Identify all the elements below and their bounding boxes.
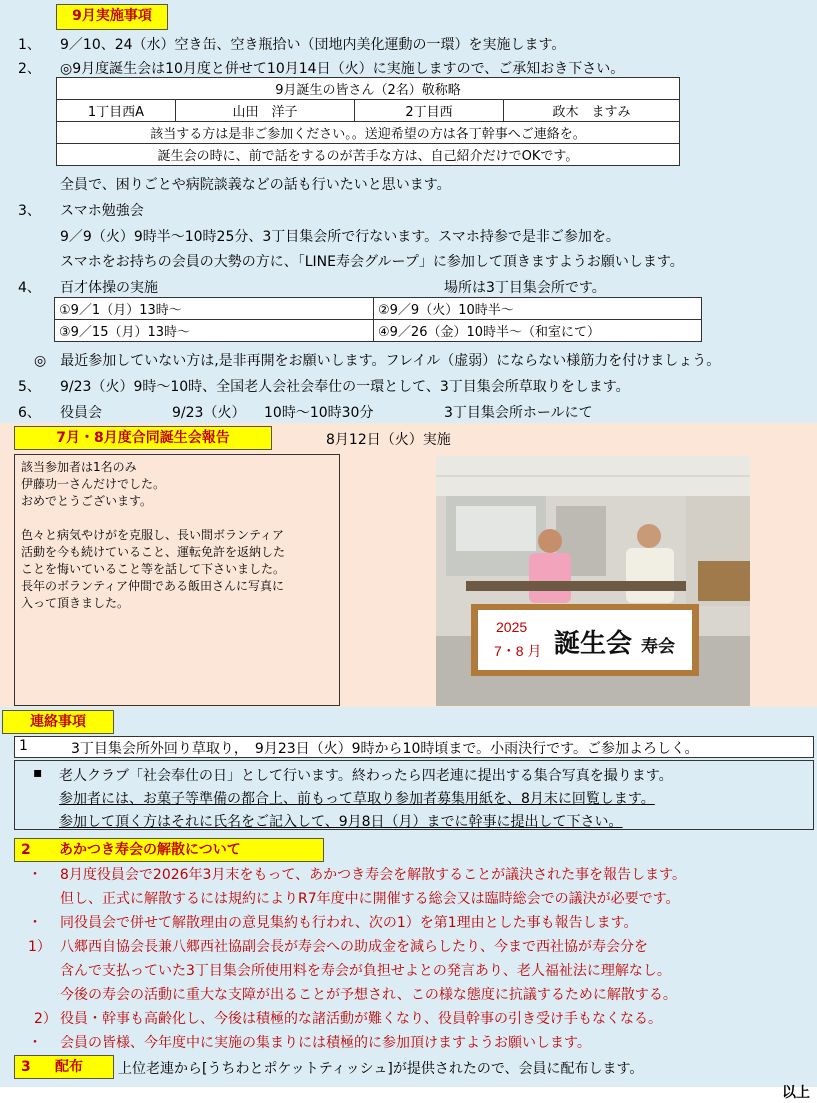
sept-header: 9月実施事項 (56, 4, 168, 30)
report-line: 長年のボランティア仲間である飯田さんに写真に (21, 579, 285, 593)
banner-title: 誕生会 (554, 629, 633, 659)
reason2-num: 2） (34, 1011, 57, 1027)
item4-num: 4、 (18, 280, 41, 296)
distribution-header: 配布 (55, 1059, 83, 1075)
birthday-cell: 1丁目西A (57, 100, 176, 122)
notice-item1-num: 1 (19, 738, 28, 754)
item5-num: 5、 (18, 379, 41, 395)
reason1-line: 今後の寿会の活動に重大な支障が出ることが予想され、この様な態度に抗議するために解散する。 (60, 987, 677, 1003)
distribution-num: 3 (21, 1059, 31, 1075)
report-line: 伊藤功一さんだけでした。 (21, 477, 166, 491)
birthday-cell: 山田 洋子 (176, 100, 355, 122)
exercise-schedule-table (54, 297, 702, 342)
report-header: 7月・8月度合同誕生会報告 (14, 426, 272, 450)
report-line: 色々と病気やけがを克服し、長い間ボランティア (21, 528, 285, 542)
item3-title: スマホ勉強会 (60, 203, 144, 219)
dissolution-p1: 8月度役員会で2026年3月末をもって、あかつき寿会を解散することが議決された事を報告します。 (60, 867, 687, 883)
birthday-cell: 2丁目西 (355, 100, 504, 122)
reason1-num: 1） (28, 939, 51, 955)
schedule-cell: ②9／9（火）10時半～ (374, 298, 702, 320)
item6-date: 9/23（火） (172, 405, 246, 421)
item1-text: 9／10、24（水）空き缶、空き瓶拾い（団地内美化運動の一環）を実施します。 (60, 37, 566, 53)
notice-item1-text: 3丁目集会所外回り草取り， 9月23日（火）9時から10時頃まで。小雨決行です。ご参加よろしく。 (71, 741, 699, 757)
dissolution-dot: ・ (28, 1035, 42, 1051)
banner-month: 7・8 月 (494, 643, 542, 659)
dissolution-dot: ・ (28, 867, 42, 883)
item2-text: ◎9月度誕生会は10月度と併せて10月14日（火）に実施しますので、ご承知おき下さい。 (60, 61, 625, 77)
dissolution-header-box (14, 838, 324, 862)
notice-item1-box (14, 736, 814, 758)
banner-org: 寿会 (641, 637, 675, 657)
birthday-photo (436, 456, 750, 706)
dissolution-dot: ・ (28, 915, 42, 931)
report-line (21, 510, 333, 527)
item2-num: 2、 (18, 61, 41, 77)
item6-time: 10時～10時30分 (264, 405, 374, 421)
dissolution-header: あかつき寿会の解散について (59, 842, 241, 858)
item3-line2: スマホをお持ちの会員の大勢の方に、「LINE寿会グループ」に参加して頂きますようお願いします。 (60, 254, 684, 270)
report-text-box (14, 454, 340, 706)
item4-place: 場所は3丁目集会所です。 (444, 280, 606, 296)
schedule-cell: ③9／15（月）13時～ (55, 320, 374, 342)
item6-num: 6、 (18, 405, 41, 421)
item5-text: 9/23（火）9時～10時、全国老人会社会奉仕の一環として、3丁目集会所草取りをします。 (60, 379, 630, 395)
distribution-header-box (14, 1055, 114, 1079)
item4-title: 百才体操の実施 (60, 280, 158, 296)
item6-label: 役員会 (60, 405, 102, 421)
birthday-table-title: 9月誕生の皆さん（2名）敬称略 (57, 78, 680, 100)
report-line: 活動を今も続けていること、運転免許を返納した (21, 545, 286, 559)
notice-bullet: ▪ (33, 765, 43, 781)
dissolution-p1b: 但し、正式に解散するには規約によりR7年度中に開催する総会又は臨時総会での議決が必要です。 (60, 891, 680, 907)
reason1-line: 含んで支払っていた3丁目集会所使用料を寿会が負担せよとの発言あり、老人福祉法に理解なし。 (60, 963, 671, 979)
dissolution-p2: 同役員会で併せて解散理由の意見集約も行われ、次の1）を第1理由とした事も報告します。 (60, 915, 638, 931)
birthday-note: 該当する方は是非ご参加ください。。送迎希望の方は各丁幹事へご連絡を。 (57, 122, 680, 144)
banner-year: 2025 (496, 619, 528, 635)
notice-line: 参加して頂く方はそれに氏名をご記入して、9月8日（月）までに幹事に提出して下さい。 (59, 814, 623, 830)
notice-detail-box (14, 760, 814, 830)
item4-note: ◎ 最近参加していない方は,是非再開をお願いします。フレイル（虚弱）にならない様筋力を付けましょう。 (34, 353, 721, 369)
notice-line: 老人クラブ「社会奉仕の日」として行います。終わったら四老連に提出する集合写真を撮ります。 (59, 768, 673, 784)
report-line: 入って頂きました。 (21, 596, 130, 610)
schedule-cell: ④9／26（金）10時半～（和室にて） (374, 320, 702, 342)
report-line: ことを悔いていること等を話して下さいました。 (21, 562, 286, 576)
report-line: おめでとうございます。 (21, 494, 153, 508)
footer-end: 以上 (782, 1085, 810, 1101)
item2-note: 全員で、困りごとや病院談義などの話も行いたいと思います。 (60, 177, 451, 193)
item3-num: 3、 (18, 203, 41, 219)
reason1-line: 八郷西自協会長兼八郷西社協副会長が寿会への助成金を減らしたり、今まで西社協が寿会分を (60, 939, 648, 955)
distribution-text: 上位老連から[うちわとポケットティッシュ]が提供されたので、会員に配布します。 (118, 1061, 644, 1077)
reason2-line: 役員・幹事も高齢化し、今後は積極的な諸活動が難くなり、役員幹事の引き受け手もなくなる。 (60, 1011, 662, 1027)
item1-num: 1、 (18, 37, 41, 53)
item6-place: 3丁目集会所ホールにて (444, 405, 593, 421)
schedule-cell: ①9／1（月）13時～ (55, 298, 374, 320)
dissolution-num: 2 (21, 842, 31, 858)
birthday-note: 誕生会の時に、前で話をするのが苦手な方は、自己紹介だけでOKです。 (57, 144, 680, 166)
notice-line: 参加者には、お菓子等準備の都合上、前もって草取り参加者募集用紙を、8月末に回覧します。 (59, 791, 655, 807)
birthday-table (56, 77, 680, 166)
item3-line1: 9／9（火）9時半～10時25分、3丁目集会所で行ないます。スマホ持参で是非ご参加を。 (60, 229, 620, 245)
dissolution-p3: 会員の皆様、今年度中に実施の集まりには積極的に参加頂けますようお願いします。 (60, 1035, 591, 1051)
birthday-cell: 政木 ますみ (504, 100, 680, 122)
report-line: 該当参加者は1名のみ (21, 460, 137, 474)
notice-header: 連絡事項 (2, 710, 114, 734)
birthday-photo-illustration (436, 456, 750, 706)
report-date: 8月12日（火）実施 (326, 432, 451, 448)
